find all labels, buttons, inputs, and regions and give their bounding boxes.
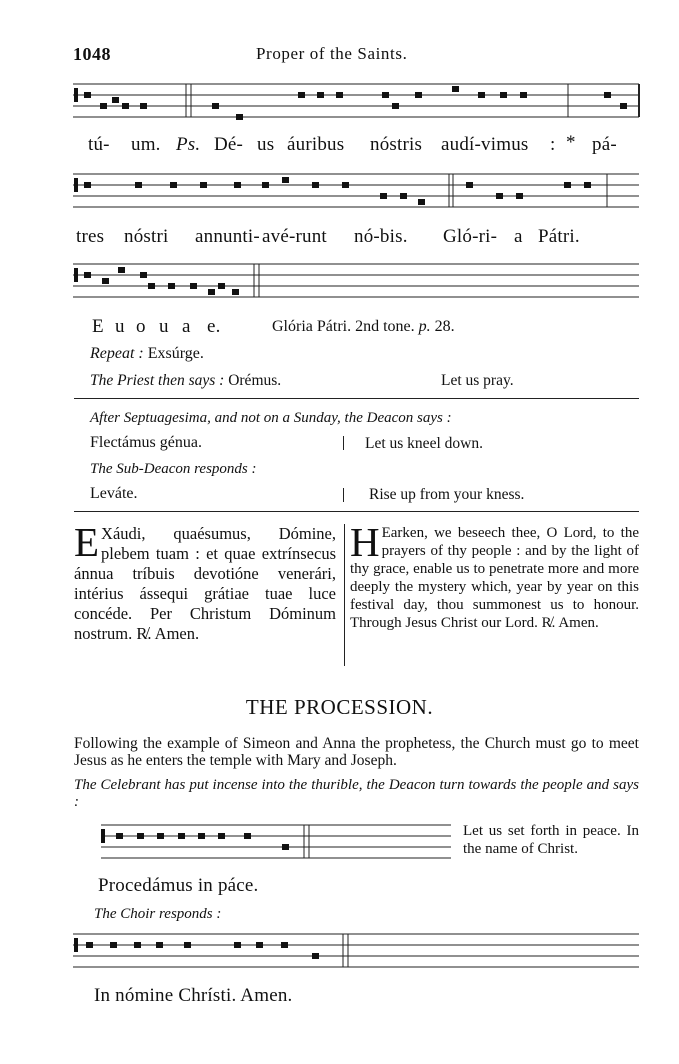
neume-note bbox=[218, 833, 225, 839]
euouae-syllable: a bbox=[182, 316, 191, 337]
neume-note bbox=[208, 289, 215, 295]
neume-note bbox=[190, 283, 197, 289]
clef-mark bbox=[74, 88, 78, 102]
neume-note bbox=[516, 193, 523, 199]
chant2-syllable: Pátri. bbox=[538, 226, 580, 247]
celebrant-rubric: The Celebrant has put incense into the thurible, the Deacon turn towards the people and says : bbox=[74, 777, 639, 810]
neume-note bbox=[415, 92, 422, 98]
chant1-syllable: áuribus bbox=[287, 134, 345, 155]
procedamus-lyric: Procedámus in páce. bbox=[98, 875, 259, 896]
neume-note bbox=[418, 199, 425, 205]
neume-note bbox=[500, 92, 507, 98]
procedamus-english: Let us set forth in peace. In the name of Christ. bbox=[463, 823, 639, 857]
neume-note bbox=[392, 103, 399, 109]
euouae-syllable: u bbox=[115, 316, 125, 337]
neume-note bbox=[282, 177, 289, 183]
neume-note bbox=[232, 289, 239, 295]
neume-note bbox=[135, 182, 142, 188]
chant2-syllable: avé-runt bbox=[262, 226, 327, 247]
neume-note bbox=[620, 103, 627, 109]
neume-note bbox=[170, 182, 177, 188]
neume-note bbox=[236, 114, 243, 120]
neume-note bbox=[84, 272, 91, 278]
neume-note bbox=[86, 942, 93, 948]
clef-mark bbox=[74, 268, 78, 282]
neume-note bbox=[140, 272, 147, 278]
neume-note bbox=[234, 182, 241, 188]
page-number: 1048 bbox=[73, 44, 111, 64]
collect-english: H Earken, we beseech thee, O Lord, to the prayers of thy people : and by the light of thy grace, enable us to penetrate more and more deeply the mystery which, year by year on this festival day, thou summonest us to honour. Through Jesus Christ our Lord. R̸. Amen. bbox=[350, 519, 639, 631]
chant1-syllable: Dé- bbox=[214, 134, 244, 155]
neume-note bbox=[452, 86, 459, 92]
neume-note bbox=[84, 92, 91, 98]
neume-note bbox=[122, 103, 129, 109]
section-divider bbox=[74, 398, 639, 399]
choir-lyric: In nómine Chrísti. Amen. bbox=[94, 985, 293, 1006]
neume-note bbox=[256, 942, 263, 948]
neume-note bbox=[342, 182, 349, 188]
neume-note bbox=[168, 283, 175, 289]
neume-note bbox=[110, 942, 117, 948]
neume-note bbox=[102, 278, 109, 284]
neume-note bbox=[281, 942, 288, 948]
flectamus-english: Let us kneel down. bbox=[365, 435, 483, 452]
neume-note bbox=[137, 833, 144, 839]
procession-paragraph: Following the example of Simeon and Anna the prophetess, the Church must go to meet Jesus as he enters the temple with Mary and Joseph. bbox=[74, 735, 639, 769]
running-title: Proper of the Saints. bbox=[256, 44, 408, 63]
neume-note bbox=[604, 92, 611, 98]
neume-note bbox=[116, 833, 123, 839]
septuagesima-rubric: After Septuagesima, and not on a Sunday, the Deacon says : bbox=[90, 410, 452, 426]
euouae-syllable: e. bbox=[207, 316, 221, 337]
neume-note bbox=[200, 182, 207, 188]
priest-english: Let us pray. bbox=[441, 372, 514, 389]
neume-note bbox=[496, 193, 503, 199]
neume-note bbox=[298, 92, 305, 98]
neume-note bbox=[178, 833, 185, 839]
collect-latin: E Xáudi, quaésumus, Dómine, plebem tuam : et quae extrínsecus ánnua tríbuis devotióne venerári, intérius ássequi grátiae tuae luce concéde. Per Christum Dóminum nostrum. R̸. Amen. bbox=[74, 519, 336, 643]
chant1-syllable: audí-vimus bbox=[441, 134, 529, 155]
neume-note bbox=[112, 97, 119, 103]
neume-note bbox=[312, 953, 319, 959]
priest-line: The Priest then says : Orémus. bbox=[90, 372, 282, 389]
neume-note bbox=[382, 92, 389, 98]
chant1-syllable: um. bbox=[131, 134, 161, 155]
euouae-syllable: o bbox=[136, 316, 146, 337]
euouae-syllable: u bbox=[159, 316, 169, 337]
chant1-psalm-label: Ps. bbox=[176, 134, 201, 155]
euouae-syllable: E bbox=[92, 316, 105, 337]
neume-note bbox=[234, 942, 241, 948]
chant2-syllable: annunti- bbox=[195, 226, 260, 247]
collect-english-initial: H bbox=[350, 519, 380, 565]
procession-heading: THE PROCESSION. bbox=[245, 695, 434, 719]
clef-mark bbox=[74, 178, 78, 192]
neume-note bbox=[244, 833, 251, 839]
subdeacon-rubric: The Sub-Deacon responds : bbox=[90, 461, 257, 477]
chant1-asterisk: * bbox=[566, 132, 576, 153]
divider-bar bbox=[343, 436, 344, 450]
chant2-syllable: Gló-ri- bbox=[443, 226, 498, 247]
collect-latin-initial: E bbox=[74, 519, 100, 565]
neume-note bbox=[100, 103, 107, 109]
chant2-syllable: nó-bis. bbox=[354, 226, 408, 247]
neume-note bbox=[564, 182, 571, 188]
neume-note bbox=[198, 833, 205, 839]
clef-mark bbox=[101, 829, 105, 843]
clef-mark bbox=[74, 938, 78, 952]
neume-note bbox=[156, 942, 163, 948]
section-divider bbox=[74, 511, 639, 512]
neume-note bbox=[118, 267, 125, 273]
levate-latin: Leváte. bbox=[90, 485, 138, 502]
neume-note bbox=[312, 182, 319, 188]
chant1-syllable: tú- bbox=[88, 134, 110, 155]
divider-bar bbox=[343, 488, 344, 502]
neume-note bbox=[317, 92, 324, 98]
neume-note bbox=[140, 103, 147, 109]
levate-english: Rise up from your kness. bbox=[369, 486, 525, 503]
chant1-syllable: us bbox=[257, 134, 275, 155]
chant1-syllable: pá- bbox=[592, 134, 617, 155]
chant2-syllable: a bbox=[514, 226, 523, 247]
neume-note bbox=[400, 193, 407, 199]
flectamus-latin: Flectámus génua. bbox=[90, 434, 202, 451]
gloria-reference: Glória Pátri. 2nd tone. p. 28. bbox=[272, 318, 455, 335]
neume-note bbox=[157, 833, 164, 839]
neume-note bbox=[148, 283, 155, 289]
chant2-syllable: nóstri bbox=[124, 226, 169, 247]
chant2-syllable: tres bbox=[76, 226, 105, 247]
neume-note bbox=[380, 193, 387, 199]
repeat-line: Repeat : Exsúrge. bbox=[90, 345, 204, 362]
neume-note bbox=[282, 844, 289, 850]
neume-note bbox=[134, 942, 141, 948]
neume-note bbox=[520, 92, 527, 98]
neume-note bbox=[184, 942, 191, 948]
neume-note bbox=[584, 182, 591, 188]
neume-note bbox=[466, 182, 473, 188]
neume-note bbox=[336, 92, 343, 98]
neume-note bbox=[84, 182, 91, 188]
neume-note bbox=[478, 92, 485, 98]
neume-note bbox=[218, 283, 225, 289]
neume-note bbox=[212, 103, 219, 109]
chant1-colon: : bbox=[550, 134, 556, 155]
choir-rubric: The Choir responds : bbox=[94, 906, 222, 922]
chant1-syllable: nóstris bbox=[370, 134, 423, 155]
neume-note bbox=[262, 182, 269, 188]
column-divider bbox=[344, 524, 345, 666]
